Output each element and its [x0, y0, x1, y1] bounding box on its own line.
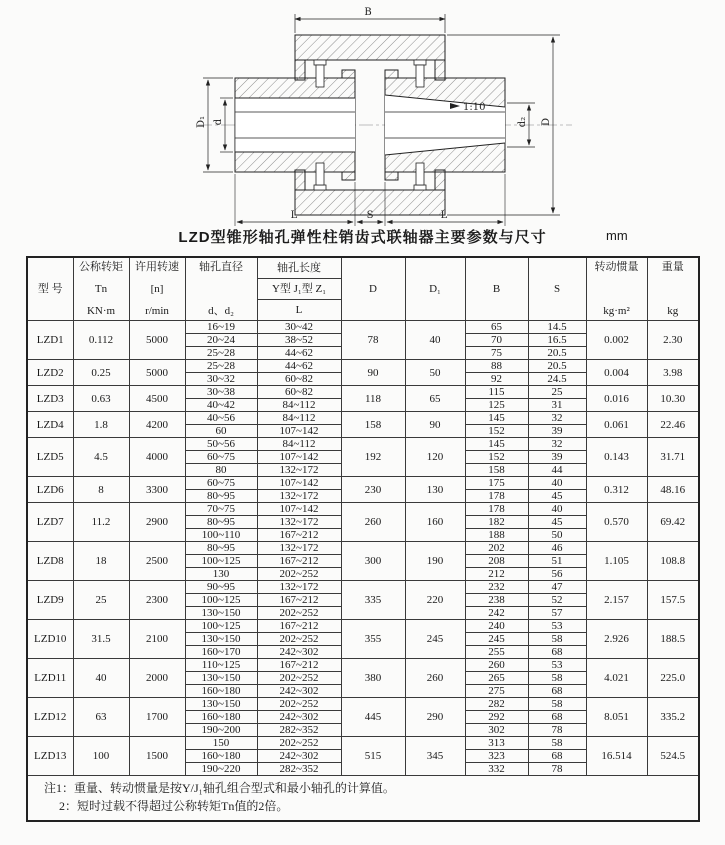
weight-cell: 225.0 — [647, 659, 699, 698]
S-cell: 25 — [528, 386, 586, 399]
B-cell: 323 — [465, 750, 528, 763]
weight-cell: 108.8 — [647, 542, 699, 581]
bore-diameter-cell: 160~180 — [185, 685, 257, 698]
weight-cell: 335.2 — [647, 698, 699, 737]
bore-length-cell: 202~252 — [257, 737, 341, 750]
bore-diameter-cell: 80~95 — [185, 542, 257, 555]
D-cell: 90 — [341, 360, 405, 386]
speed-cell: 3300 — [129, 477, 185, 503]
left-hub-bore — [235, 98, 355, 152]
torque-cell: 0.112 — [73, 321, 129, 360]
inertia-cell: 2.926 — [586, 620, 647, 659]
B-cell: 178 — [465, 503, 528, 516]
B-cell: 115 — [465, 386, 528, 399]
model-cell: LZD1 — [27, 321, 73, 360]
speed-cell: 2000 — [129, 659, 185, 698]
D1-cell: 345 — [405, 737, 465, 776]
torque-cell: 63 — [73, 698, 129, 737]
S-cell: 58 — [528, 633, 586, 646]
col-header-torque: 公称转矩 Tn KN·m — [73, 257, 129, 321]
S-cell: 14.5 — [528, 321, 586, 334]
B-cell: 175 — [465, 477, 528, 490]
model-cell: LZD6 — [27, 477, 73, 503]
table-row — [27, 477, 699, 490]
bore-diameter-cell: 190~220 — [185, 763, 257, 776]
inertia-cell: 0.002 — [586, 321, 647, 360]
model-cell: LZD11 — [27, 659, 73, 698]
B-cell: 88 — [465, 360, 528, 373]
bore-length-cell: 202~252 — [257, 568, 341, 581]
bore-length-cell: 107~142 — [257, 503, 341, 516]
bottom-pin-left — [316, 163, 324, 185]
bore-length-cell: 107~142 — [257, 451, 341, 464]
B-cell: 313 — [465, 737, 528, 750]
left-hub-gear-step-top — [342, 70, 355, 78]
weight-cell: 22.46 — [647, 412, 699, 438]
bore-length-cell: 60~82 — [257, 373, 341, 386]
D1-cell: 40 — [405, 321, 465, 360]
torque-cell: 4.5 — [73, 438, 129, 477]
inertia-cell: 0.143 — [586, 438, 647, 477]
unit-label: mm — [606, 228, 628, 243]
S-cell: 50 — [528, 529, 586, 542]
dim-label-D1: D₁ — [196, 115, 207, 129]
inertia-cell: 0.004 — [586, 360, 647, 386]
weight-cell: 188.5 — [647, 620, 699, 659]
top-pin-right-head — [414, 60, 426, 65]
bore-length-cell: 242~302 — [257, 646, 341, 659]
table-row — [27, 386, 699, 399]
bore-length-cell: 38~52 — [257, 334, 341, 347]
col-header-bore-diameter: 轴孔直径 d、d₂ — [185, 257, 257, 321]
right-hub-gear-step-top — [385, 70, 398, 78]
bore-length-cell: 132~172 — [257, 516, 341, 529]
top-sleeve-rim — [295, 35, 445, 60]
bore-length-cell: 107~142 — [257, 425, 341, 438]
speed-cell: 2900 — [129, 503, 185, 542]
B-cell: 208 — [465, 555, 528, 568]
table-body — [27, 321, 699, 776]
speed-cell: 5000 — [129, 360, 185, 386]
bottom-sleeve-flange-right — [435, 170, 445, 190]
notes-row — [27, 776, 699, 822]
model-cell: LZD2 — [27, 360, 73, 386]
B-cell: 245 — [465, 633, 528, 646]
weight-cell: 3.98 — [647, 360, 699, 386]
B-cell: 282 — [465, 698, 528, 711]
col-header-model: 型 号 — [27, 257, 73, 321]
model-cell: LZD8 — [27, 542, 73, 581]
weight-cell: 48.16 — [647, 477, 699, 503]
B-cell: 232 — [465, 581, 528, 594]
taper-label: 1:10 — [463, 102, 486, 113]
B-cell: 292 — [465, 711, 528, 724]
bore-length-cell: 202~252 — [257, 607, 341, 620]
col-header-S: S — [528, 257, 586, 321]
bore-diameter-cell: 160~170 — [185, 646, 257, 659]
B-cell: 145 — [465, 438, 528, 451]
bore-length-cell: 84~112 — [257, 438, 341, 451]
dim-label-S: S — [366, 210, 374, 221]
inertia-cell: 0.570 — [586, 503, 647, 542]
coupling-section-drawing — [0, 0, 725, 230]
B-cell: 240 — [465, 620, 528, 633]
bore-length-cell: 167~212 — [257, 659, 341, 672]
speed-cell: 1700 — [129, 698, 185, 737]
S-cell: 78 — [528, 763, 586, 776]
B-cell: 260 — [465, 659, 528, 672]
bore-diameter-cell: 80 — [185, 464, 257, 477]
bore-diameter-cell: 60~75 — [185, 451, 257, 464]
model-cell: LZD9 — [27, 581, 73, 620]
dim-label-B: B — [364, 7, 372, 18]
B-cell: 178 — [465, 490, 528, 503]
S-cell: 47 — [528, 581, 586, 594]
B-cell: 145 — [465, 412, 528, 425]
D1-cell: 190 — [405, 542, 465, 581]
col-header-weight: 重量 kg — [647, 257, 699, 321]
B-cell: 238 — [465, 594, 528, 607]
speed-cell: 2100 — [129, 620, 185, 659]
D-cell: 192 — [341, 438, 405, 477]
bore-diameter-cell: 130~150 — [185, 672, 257, 685]
S-cell: 68 — [528, 685, 586, 698]
top-sleeve-flange-left — [295, 60, 305, 80]
D-cell: 78 — [341, 321, 405, 360]
B-cell: 125 — [465, 399, 528, 412]
inertia-cell: 4.021 — [586, 659, 647, 698]
left-hub-gear-step-bottom — [342, 172, 355, 180]
bore-length-cell: 44~62 — [257, 347, 341, 360]
bore-diameter-cell: 20~24 — [185, 334, 257, 347]
speed-cell: 2300 — [129, 581, 185, 620]
right-hub-gear-step-bottom — [385, 172, 398, 180]
top-pin-left-head — [314, 60, 326, 65]
bore-diameter-cell: 25~28 — [185, 360, 257, 373]
speed-cell: 4200 — [129, 412, 185, 438]
B-cell: 302 — [465, 724, 528, 737]
B-cell: 332 — [465, 763, 528, 776]
speed-cell: 4500 — [129, 386, 185, 412]
bore-diameter-cell: 100~125 — [185, 594, 257, 607]
bore-length-cell: 242~302 — [257, 711, 341, 724]
B-cell: 65 — [465, 321, 528, 334]
bore-diameter-cell: 130 — [185, 568, 257, 581]
inertia-cell: 0.061 — [586, 412, 647, 438]
bore-length-cell: 132~172 — [257, 464, 341, 477]
note-2: 2：短时过载不得超过公称转矩Tn值的2倍。 — [59, 799, 289, 813]
B-cell: 202 — [465, 542, 528, 555]
col-header-D1: D₁ — [405, 257, 465, 321]
dim-label-L-left: L — [290, 210, 298, 221]
bore-diameter-cell: 160~180 — [185, 750, 257, 763]
bore-diameter-cell: 50~56 — [185, 438, 257, 451]
D-cell: 445 — [341, 698, 405, 737]
weight-cell: 10.30 — [647, 386, 699, 412]
S-cell: 24.5 — [528, 373, 586, 386]
D1-cell: 50 — [405, 360, 465, 386]
model-cell: LZD4 — [27, 412, 73, 438]
bore-length-cell: 242~302 — [257, 750, 341, 763]
bore-length-cell: 167~212 — [257, 594, 341, 607]
S-cell: 57 — [528, 607, 586, 620]
S-cell: 44 — [528, 464, 586, 477]
table-row — [27, 620, 699, 633]
speed-cell: 5000 — [129, 321, 185, 360]
B-cell: 275 — [465, 685, 528, 698]
D-cell: 515 — [341, 737, 405, 776]
weight-cell: 69.42 — [647, 503, 699, 542]
S-cell: 46 — [528, 542, 586, 555]
D1-cell: 220 — [405, 581, 465, 620]
torque-cell: 11.2 — [73, 503, 129, 542]
bore-length-cell: 242~302 — [257, 685, 341, 698]
S-cell: 40 — [528, 503, 586, 516]
table-row — [27, 412, 699, 425]
bore-diameter-cell: 70~75 — [185, 503, 257, 516]
B-cell: 242 — [465, 607, 528, 620]
D1-cell: 290 — [405, 698, 465, 737]
S-cell: 58 — [528, 737, 586, 750]
top-sleeve-flange-right — [435, 60, 445, 80]
bore-length-cell: 167~212 — [257, 529, 341, 542]
bore-length-cell: 282~352 — [257, 763, 341, 776]
torque-cell: 1.8 — [73, 412, 129, 438]
inertia-cell: 8.051 — [586, 698, 647, 737]
D-cell: 335 — [341, 581, 405, 620]
S-cell: 16.5 — [528, 334, 586, 347]
B-cell: 255 — [465, 646, 528, 659]
speed-cell: 2500 — [129, 542, 185, 581]
inertia-cell: 0.312 — [586, 477, 647, 503]
S-cell: 68 — [528, 711, 586, 724]
B-cell: 152 — [465, 451, 528, 464]
bore-diameter-cell: 25~28 — [185, 347, 257, 360]
S-cell: 39 — [528, 451, 586, 464]
S-cell: 56 — [528, 568, 586, 581]
col-header-D: D — [341, 257, 405, 321]
speed-cell: 4000 — [129, 438, 185, 477]
S-cell: 45 — [528, 490, 586, 503]
B-cell: 188 — [465, 529, 528, 542]
notes-cell — [27, 776, 699, 822]
inertia-cell: 1.105 — [586, 542, 647, 581]
weight-cell: 157.5 — [647, 581, 699, 620]
model-cell: LZD5 — [27, 438, 73, 477]
S-cell: 53 — [528, 620, 586, 633]
page-title: LZD型锥形轴孔弹性柱销齿式联轴器主要参数与尺寸 — [178, 229, 547, 246]
parameters-table — [26, 256, 700, 822]
S-cell: 20.5 — [528, 360, 586, 373]
dim-label-L-right: L — [440, 210, 448, 221]
bore-diameter-cell: 60 — [185, 425, 257, 438]
bore-diameter-cell: 100~125 — [185, 555, 257, 568]
inertia-cell: 0.016 — [586, 386, 647, 412]
bore-diameter-cell: 130~150 — [185, 633, 257, 646]
torque-cell: 40 — [73, 659, 129, 698]
header-row — [27, 257, 699, 321]
S-cell: 31 — [528, 399, 586, 412]
col-header-bore-length: 轴孔长度 Y型 J₁型 Z₁ L — [257, 257, 341, 321]
bore-diameter-cell: 160~180 — [185, 711, 257, 724]
bore-length-cell: 202~252 — [257, 672, 341, 685]
bore-diameter-cell: 40~56 — [185, 412, 257, 425]
S-cell: 58 — [528, 698, 586, 711]
S-cell: 40 — [528, 477, 586, 490]
table-row — [27, 698, 699, 711]
bore-length-cell: 107~142 — [257, 477, 341, 490]
torque-cell: 8 — [73, 477, 129, 503]
S-cell: 32 — [528, 438, 586, 451]
B-cell: 265 — [465, 672, 528, 685]
bottom-pin-right — [416, 163, 424, 185]
bore-diameter-cell: 150 — [185, 737, 257, 750]
bore-diameter-cell: 190~200 — [185, 724, 257, 737]
bore-length-cell: 167~212 — [257, 555, 341, 568]
bottom-sleeve-flange-left — [295, 170, 305, 190]
bore-diameter-cell: 100~125 — [185, 620, 257, 633]
S-cell: 68 — [528, 646, 586, 659]
weight-cell: 31.71 — [647, 438, 699, 477]
speed-cell: 1500 — [129, 737, 185, 776]
table-row — [27, 438, 699, 451]
table-row — [27, 737, 699, 750]
B-cell: 182 — [465, 516, 528, 529]
note-1: 注1：重量、转动惯量是按Y/J₁轴孔组合型式和最小轴孔的计算值。 — [44, 781, 395, 795]
bore-diameter-cell: 30~38 — [185, 386, 257, 399]
S-cell: 32 — [528, 412, 586, 425]
bore-diameter-cell: 60~75 — [185, 477, 257, 490]
title-row — [0, 226, 725, 250]
bottom-pin-right-head — [414, 185, 426, 190]
D-cell: 118 — [341, 386, 405, 412]
D-cell: 380 — [341, 659, 405, 698]
bore-diameter-cell: 130~150 — [185, 607, 257, 620]
model-cell: LZD7 — [27, 503, 73, 542]
D1-cell: 160 — [405, 503, 465, 542]
model-cell: LZD12 — [27, 698, 73, 737]
D-cell: 300 — [341, 542, 405, 581]
col-header-inertia: 转动惯量 kg·m² — [586, 257, 647, 321]
S-cell: 51 — [528, 555, 586, 568]
D1-cell: 90 — [405, 412, 465, 438]
bottom-pin-left-head — [314, 185, 326, 190]
bore-length-cell: 167~212 — [257, 620, 341, 633]
table-row — [27, 542, 699, 555]
model-cell: LZD10 — [27, 620, 73, 659]
bore-length-cell: 132~172 — [257, 490, 341, 503]
D-cell: 158 — [341, 412, 405, 438]
B-cell: 70 — [465, 334, 528, 347]
table-row — [27, 659, 699, 672]
S-cell: 39 — [528, 425, 586, 438]
col-header-B: B — [465, 257, 528, 321]
S-cell: 52 — [528, 594, 586, 607]
bore-length-cell: 132~172 — [257, 542, 341, 555]
bore-length-cell: 30~42 — [257, 321, 341, 334]
bore-length-cell: 132~172 — [257, 581, 341, 594]
weight-cell: 524.5 — [647, 737, 699, 776]
bore-length-cell: 60~82 — [257, 386, 341, 399]
D1-cell: 65 — [405, 386, 465, 412]
B-cell: 75 — [465, 347, 528, 360]
bore-diameter-cell: 90~95 — [185, 581, 257, 594]
dim-label-d2: d₂ — [517, 116, 528, 128]
bore-diameter-cell: 110~125 — [185, 659, 257, 672]
model-cell: LZD3 — [27, 386, 73, 412]
D-cell: 260 — [341, 503, 405, 542]
table-row — [27, 503, 699, 516]
B-cell: 92 — [465, 373, 528, 386]
bore-diameter-cell: 130~150 — [185, 698, 257, 711]
bore-diameter-cell: 16~19 — [185, 321, 257, 334]
D1-cell: 245 — [405, 620, 465, 659]
S-cell: 68 — [528, 750, 586, 763]
torque-cell: 25 — [73, 581, 129, 620]
D1-cell: 130 — [405, 477, 465, 503]
S-cell: 78 — [528, 724, 586, 737]
D-cell: 230 — [341, 477, 405, 503]
inertia-cell: 16.514 — [586, 737, 647, 776]
bore-length-cell: 84~112 — [257, 412, 341, 425]
table-row — [27, 581, 699, 594]
torque-cell: 100 — [73, 737, 129, 776]
table-row — [27, 321, 699, 334]
B-cell: 152 — [465, 425, 528, 438]
bore-length-cell: 202~252 — [257, 633, 341, 646]
table-row — [27, 360, 699, 373]
bore-length-cell: 84~112 — [257, 399, 341, 412]
model-cell: LZD13 — [27, 737, 73, 776]
S-cell: 20.5 — [528, 347, 586, 360]
torque-cell: 0.63 — [73, 386, 129, 412]
D1-cell: 120 — [405, 438, 465, 477]
B-cell: 158 — [465, 464, 528, 477]
dim-label-d: d — [213, 118, 224, 126]
col-header-speed: 许用转速 [n] r/min — [129, 257, 185, 321]
bore-diameter-cell: 100~110 — [185, 529, 257, 542]
bore-length-cell: 202~252 — [257, 698, 341, 711]
torque-cell: 0.25 — [73, 360, 129, 386]
bore-length-cell: 44~62 — [257, 360, 341, 373]
top-pin-left — [316, 65, 324, 87]
D-cell: 355 — [341, 620, 405, 659]
dim-label-D: D — [541, 117, 552, 127]
B-cell: 212 — [465, 568, 528, 581]
torque-cell: 18 — [73, 542, 129, 581]
weight-cell: 2.30 — [647, 321, 699, 360]
bore-length-cell: 282~352 — [257, 724, 341, 737]
S-cell: 53 — [528, 659, 586, 672]
D1-cell: 260 — [405, 659, 465, 698]
S-cell: 45 — [528, 516, 586, 529]
inertia-cell: 2.157 — [586, 581, 647, 620]
top-pin-right — [416, 65, 424, 87]
torque-cell: 31.5 — [73, 620, 129, 659]
bore-diameter-cell: 80~95 — [185, 516, 257, 529]
bore-diameter-cell: 40~42 — [185, 399, 257, 412]
S-cell: 58 — [528, 672, 586, 685]
bore-diameter-cell: 30~32 — [185, 373, 257, 386]
bore-diameter-cell: 80~95 — [185, 490, 257, 503]
